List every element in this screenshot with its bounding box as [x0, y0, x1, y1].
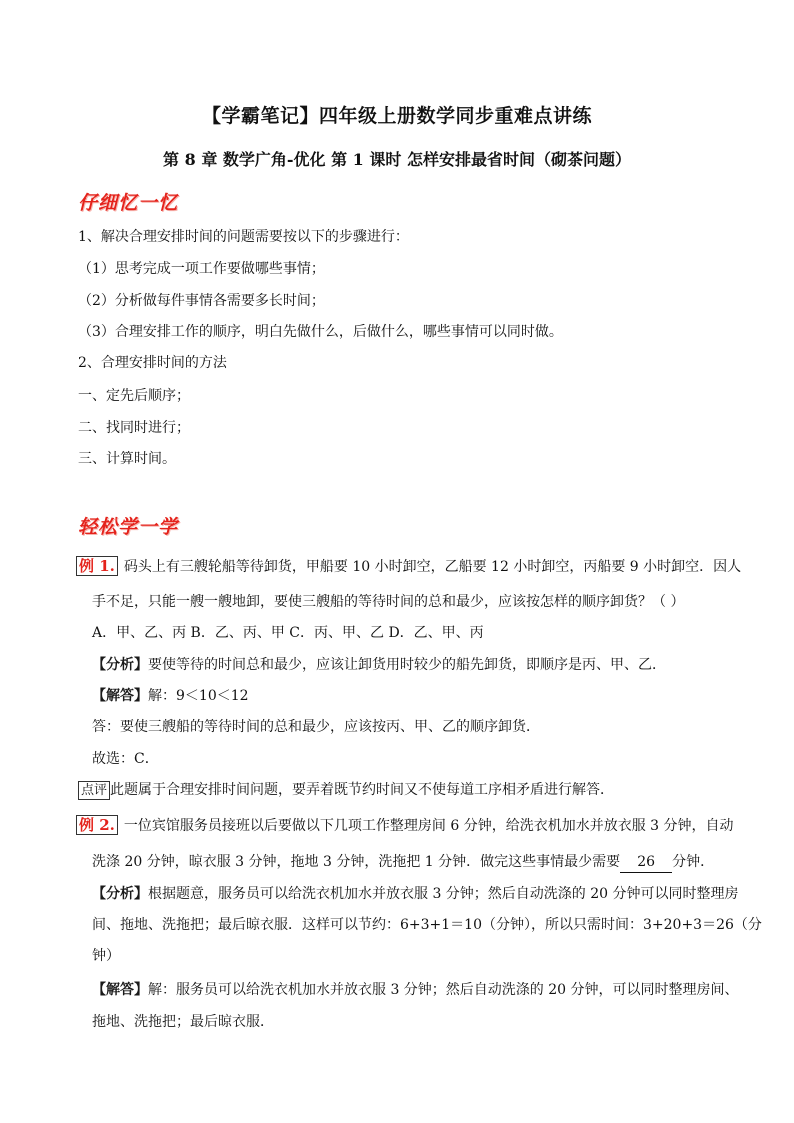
example-1-analysis-text: 要使等待的时间总和最少，应该让卸货用时较少的船先卸货，即顺序是丙、甲、乙．: [148, 657, 666, 673]
example-1-options: A．甲、乙、丙 B．乙、丙、甲 C．丙、甲、乙 D．乙、甲、丙: [92, 625, 484, 641]
answer-blank: 26: [620, 852, 672, 873]
example-1-question-line-1: 码头上有三艘轮船等待卸货，甲船要 10 小时卸空，乙船要 12 小时卸空，丙船要 9 小时卸空．因人: [123, 559, 742, 575]
example-1-answer: [92, 686, 249, 706]
section-heading-review: 仔细忆一忆: [78, 192, 179, 214]
example-2-analysis-line-1: 根据题意，服务员可以给洗衣机加水并放衣服 3 分钟；然后自动洗涤的 20 分钟可以同时整理房: [148, 886, 739, 902]
example-2-label: 例 2.: [76, 815, 118, 835]
example-1-answer-line-2: 答：要使三艘船的等待时间的总和最少，应该按丙、甲、乙的顺序卸货．: [92, 719, 540, 735]
review-line-5: 2、合理安排时间的方法: [78, 355, 227, 371]
example-2-question-line-1: 一位宾馆服务员接班以后要做以下几项工作整理房间 6 分钟，给洗衣机加水并放衣服 3 分钟，自动: [123, 818, 734, 834]
section-heading-learn: 轻松学一学: [78, 516, 179, 538]
example-2-question-text: 洗涤 20 分钟，晾衣服 3 分钟，拖地 3 分钟，洗拖把 1 分钟．做完这些事情最少需要: [92, 854, 621, 870]
review-line-8: 三、计算时间。: [78, 451, 176, 467]
document-subtitle: 第 8 章 数学广角-优化 第 1 课时 怎样安排最省时间（砌茶问题）: [163, 150, 631, 169]
example-2-answer-line-2: 拖地、洗拖把；最后晾衣服．: [92, 1014, 274, 1030]
example-2-question-suffix: 分钟．: [672, 854, 715, 870]
example-1-choice: 故选：C．: [92, 751, 159, 767]
example-1-review-text: 此题属于合理安排时间问题，要弄着既节约时间又不使每道工序相矛盾进行解答．: [110, 782, 615, 798]
example-2-question: [76, 815, 734, 836]
example-2-analysis-line-3: 钟）: [92, 948, 120, 964]
analysis-tag: 【分析】: [92, 657, 148, 673]
example-1-question-line-2: 手不足，只能一艘一艘地卸，要使三艘船的等待时间的总和最少，应该按怎样的顺序卸货？（ ）: [92, 594, 685, 610]
review-line-6: 一、定先后顺序；: [78, 388, 190, 404]
example-2-analysis-line-2: 间、拖地、洗拖把；最后晾衣服．这样可以节约：6+3+1＝10（分钟），所以只需时间：3+20+3＝26（分: [92, 917, 762, 933]
example-1-answer-text: 解：9＜10＜12: [148, 688, 249, 704]
example-2-analysis: [92, 884, 739, 904]
example-2-question-line-2: [92, 852, 714, 873]
answer-tag: 【解答】: [92, 688, 148, 704]
review-line-2: （1）思考完成一项工作要做哪些事情；: [78, 261, 325, 277]
example-1-review: [78, 780, 614, 800]
example-1-analysis: [92, 655, 666, 675]
review-line-4: （3）合理安排工作的顺序，明白先做什么，后做什么，哪些事情可以同时做。: [78, 324, 563, 340]
example-2-answer: [92, 980, 739, 1000]
answer-tag: 【解答】: [92, 982, 148, 998]
review-tag: 点评: [78, 781, 110, 800]
analysis-tag: 【分析】: [92, 886, 148, 902]
document-title: 【学霸笔记】四年级上册数学同步重难点讲练: [201, 105, 592, 127]
review-line-3: （2）分析做每件事情各需要多长时间；: [78, 293, 325, 309]
example-1-question: [76, 556, 741, 577]
example-2-answer-line-1: 解：服务员可以给洗衣机加水并放衣服 3 分钟；然后自动洗涤的 20 分钟，可以同时整理房间、: [148, 982, 739, 998]
review-line-1: 1、解决合理安排时间的问题需要按以下的步骤进行：: [78, 229, 409, 245]
example-1-label: 例 1.: [76, 556, 118, 576]
review-line-7: 二、找同时进行；: [78, 420, 190, 436]
